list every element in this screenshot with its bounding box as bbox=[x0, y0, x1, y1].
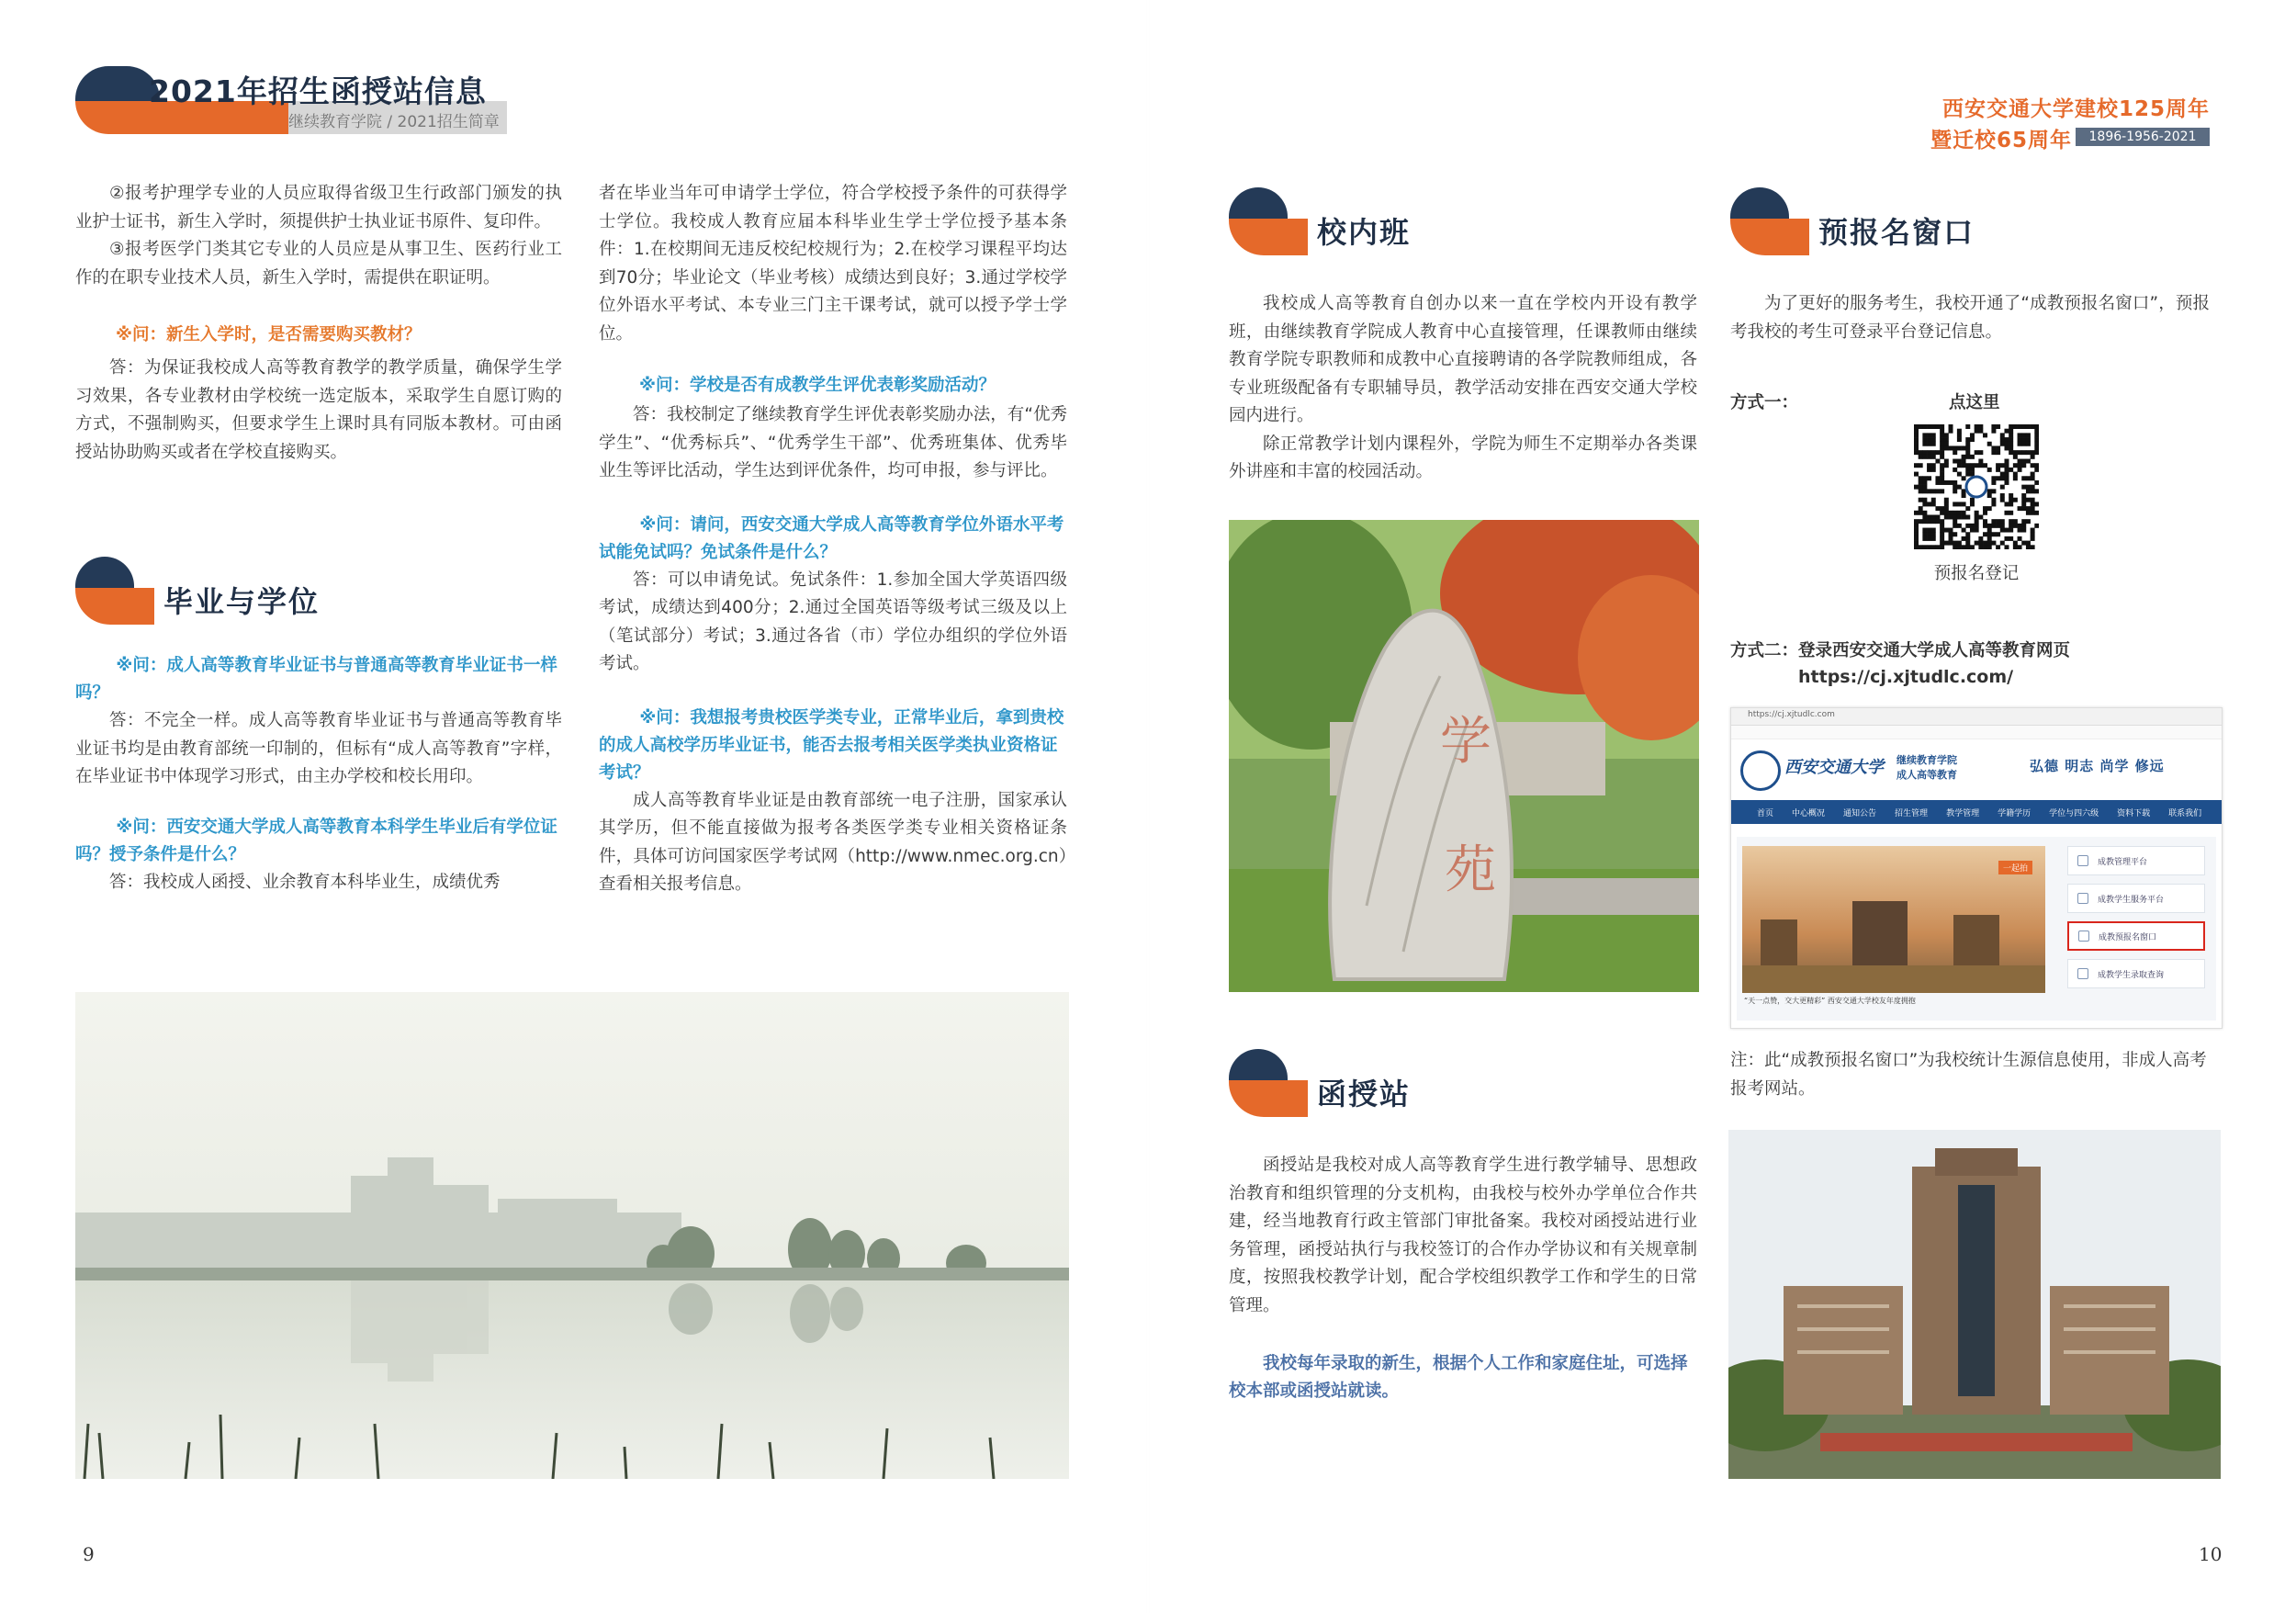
library-tower-graphic bbox=[1728, 1130, 2221, 1479]
menu-item-icon bbox=[2077, 855, 2088, 866]
browser-url: https://cj.xjtudlc.com bbox=[1748, 710, 1835, 719]
method1-label: 方式一： bbox=[1730, 393, 1799, 412]
answer-award: 答：我校制定了继续教育学生评优表彰奖励办法，有“优秀学生”、“优秀标兵”、“优秀学生干部”、优秀班集体、优秀毕业生等评比活动，学生达到评优条件，均可申报，参与评比。 bbox=[599, 405, 1067, 480]
paragraph: ②报考护理学专业的人员应取得省级卫生行政部门颁发的执业护士证书，新生入学时，须提供护士执业证书原件、复印件。 bbox=[75, 184, 562, 231]
answer-degree: 答：我校成人函授、业余教育本科毕业生，成绩优秀 bbox=[109, 872, 501, 892]
section-title: 预报名窗口 bbox=[1818, 215, 1975, 250]
anniversary-years: 1896-1956-2021 bbox=[2076, 128, 2210, 146]
menu-item-icon bbox=[2077, 968, 2088, 979]
site-nav-item[interactable]: 招生管理 bbox=[1895, 808, 1929, 818]
site-nav-bar bbox=[1731, 800, 2222, 824]
anniversary-line2: 暨迁校65周年 bbox=[1930, 129, 2072, 152]
click-here-label: 点这里 bbox=[1949, 393, 2000, 412]
site-nav-item[interactable]: 学位与四六级 bbox=[2049, 808, 2099, 818]
menu-item-icon bbox=[2077, 893, 2088, 904]
method2-label: 方式二：登录西安交通大学成人高等教育网页 bbox=[1730, 641, 2071, 660]
section-orange-shape bbox=[1229, 1080, 1308, 1117]
section-title: 毕业与学位 bbox=[163, 584, 321, 619]
svg-text:学: 学 bbox=[1440, 712, 1491, 772]
page-number: 9 bbox=[83, 1543, 95, 1565]
section-navy-shape bbox=[1229, 1049, 1288, 1080]
campus-stone-photo bbox=[1229, 520, 1699, 992]
site-nav-item[interactable]: 学籍学历 bbox=[1998, 808, 2032, 818]
left-column-1-lower bbox=[75, 652, 562, 897]
question-textbook: ※问：新生入学时，是否需要购买教材？ bbox=[116, 325, 422, 344]
page-subtitle: 继续教育学院 / 2021招生简章 bbox=[288, 113, 500, 131]
question-award: ※问：学校是否有成教学生评优表彰奖励活动？ bbox=[639, 376, 996, 395]
page-title: 2021年招生函授站信息 bbox=[149, 73, 487, 109]
intro-text bbox=[75, 180, 562, 292]
site-banner-image bbox=[1742, 846, 2045, 993]
question-medical: ※问：我想报考贵校医学类专业，正常毕业后，拿到贵校的成人高校学历毕业证书，能否去报考相关医学类执业资格证考试？ bbox=[599, 707, 1064, 783]
qr-caption: 预报名登记 bbox=[1933, 564, 2020, 583]
banner-campus-graphic bbox=[1742, 846, 2045, 993]
lake-photo-graphic bbox=[75, 992, 1069, 1479]
menu-item-label: 成教预报名窗口 bbox=[2099, 932, 2157, 942]
section-navy-shape bbox=[75, 557, 134, 588]
anniversary-line1: 西安交通大学建校125周年 bbox=[1941, 97, 2210, 121]
section-navy-shape bbox=[1229, 187, 1288, 219]
menu-item-label: 成教管理平台 bbox=[2098, 857, 2148, 867]
campus-stone-graphic bbox=[1229, 520, 1699, 992]
website-screenshot bbox=[1730, 707, 2223, 1029]
site-nav-item[interactable]: 教学管理 bbox=[1946, 808, 1980, 818]
prereg-text: 为了更好的服务考生，我校开通了“成教预报名窗口”，预报考我校的考生可登录平台登记信息。 bbox=[1730, 294, 2210, 342]
left-page bbox=[0, 0, 1146, 1613]
left-column-2 bbox=[599, 180, 1067, 899]
browser-address-bar bbox=[1731, 708, 2222, 726]
banner-tag: 一起拍 bbox=[1998, 861, 2032, 874]
site-nav-item[interactable]: 联系我们 bbox=[2168, 808, 2202, 818]
browser-bookmarks-bar bbox=[1731, 726, 2222, 739]
site-logo-text: 西安交通大学 bbox=[1784, 758, 1884, 777]
section-orange-shape bbox=[1730, 219, 1809, 255]
answer-cert: 答：不完全一样。成人高等教育毕业证书与普通高等教育毕业证书均是由教育部统一印制的，但标有“成人高等教育”字样，在毕业证书中体现学习形式，由主办学校和校长用印。 bbox=[75, 711, 562, 786]
site-side-menu-item[interactable] bbox=[2067, 846, 2205, 875]
header-navy-shape bbox=[75, 66, 160, 101]
site-side-menu-item[interactable] bbox=[2067, 884, 2205, 913]
site-nav-item[interactable]: 资料下载 bbox=[2117, 808, 2151, 818]
question-exempt: ※问：请问，西安交通大学成人高等教育学位外语水平考试能免试吗？免试条件是什么？ bbox=[599, 514, 1064, 562]
site-header bbox=[1731, 739, 2222, 800]
menu-item-label: 成教学生录取查询 bbox=[2098, 970, 2165, 980]
question-degree: ※问：西安交通大学成人高等教育本科学生毕业后有学位证吗？授予条件是什么？ bbox=[75, 817, 557, 864]
site-content bbox=[1737, 837, 2216, 1021]
site-dept-1: 继续教育学院 bbox=[1896, 754, 1957, 766]
prereg-note: 注：此“成教预报名窗口”为我校统计生源信息使用，非成人高考报考网站。 bbox=[1730, 1051, 2207, 1099]
method2-url[interactable]: https://cj.xjtudlc.com/ bbox=[1798, 667, 2014, 687]
qr-center-logo-icon bbox=[1966, 477, 1986, 497]
banner-caption: “天一点赞，交大更精彩” 西安交通大学校友年度拥抱 bbox=[1744, 997, 1916, 1005]
section-title: 校内班 bbox=[1317, 215, 1412, 250]
section-orange-shape bbox=[1229, 219, 1308, 255]
site-side-menu bbox=[2067, 846, 2205, 997]
right-page bbox=[1150, 0, 2296, 1613]
site-motto: 弘德 明志 尚学 修远 bbox=[2030, 758, 2165, 774]
anniversary-badge bbox=[1866, 96, 2210, 151]
site-nav-item[interactable]: 中心概况 bbox=[1792, 808, 1826, 818]
station-text: 函授站是我校对成人高等教育学生进行教学辅导、思想政治教育和组织管理的分支机构，由我校与校外办学单位合作共建，经当地教育行政主管部门审批备案。我校对函授站进行业务管理，函授站执行与我校签订的合作办学协议和有关规章制度，按照我校教学计划，配合学校组织教学工作和学生的日常管理。 bbox=[1229, 1156, 1697, 1315]
site-nav-item[interactable]: 通知公告 bbox=[1843, 808, 1877, 818]
svg-text:苑: 苑 bbox=[1445, 840, 1496, 900]
question-cert: ※问：成人高等教育毕业证书与普通高等教育毕业证书一样吗？ bbox=[75, 656, 557, 703]
menu-item-icon bbox=[2078, 931, 2089, 942]
university-seal-icon bbox=[1740, 750, 1781, 791]
paragraph: ③报考医学门类其它专业的人员应是从事卫生、医药行业工作的在职专业技术人员，新生入学时，需提供在职证明。 bbox=[75, 240, 562, 288]
oncampus-text: 我校成人高等教育自创办以来一直在学校内开设有教学班，由继续教育学院成人教育中心直接管理，任课教师由继续教育学院专职教师和成教中心直接聘请的各学院教师组成，各专业班级配备有专职辅导员，教学活动安排在西安交通大学校园内进行。 除正常教学计划内课程外，学院为师生不定期举办各类课外讲座和丰富的校园活动。 bbox=[1229, 294, 1697, 481]
qr-code[interactable] bbox=[1914, 424, 2039, 549]
menu-item-label: 成教学生服务平台 bbox=[2098, 895, 2165, 905]
lake-photo bbox=[75, 992, 1069, 1479]
degree-continued: 者在毕业当年可申请学士学位，符合学校授予条件的可获得学士学位。我校成人教育应届本科毕业生学士学位授予基本条件：1.在校期间无违反校纪校规行为；2.在校学习课程平均达到70分；毕业论文（毕业考核）成绩达到良好；3.通过学校学位外语水平考试、本专业三门主干课考试，就可以授予学士学位。 bbox=[599, 184, 1067, 344]
site-side-menu-item[interactable] bbox=[2067, 959, 2205, 988]
site-dept-2: 成人高等教育 bbox=[1896, 769, 1957, 781]
answer-exempt: 答：可以申请免试。免试条件：1.参加全国大学英语四级考试，成绩达到400分；2.通过全国英语等级考试三级及以上（笔试部分）考试；3.通过各省（市）学位办组织的学位外语考试。 bbox=[599, 570, 1067, 673]
section-navy-shape bbox=[1730, 187, 1789, 219]
answer-medical: 成人高等教育毕业证是由教育部统一电子注册，国家承认其学历，但不能直接做为报考各类医学类专业相关资格证条件，具体可访问国家医学考试网（http://www.nmec.org.cn）查看相关报考信息。 bbox=[599, 790, 1067, 894]
site-side-menu-item[interactable] bbox=[2067, 921, 2205, 951]
station-note: 我校每年录取的新生，根据个人工作和家庭住址，可选择校本部或函授站就读。 bbox=[1229, 1354, 1688, 1401]
answer-textbook: 答：为保证我校成人高等教育教学的教学质量，确保学生学习效果，各专业教材由学校统一选定版本，采取学生自愿订购的方式，不强制购买，但要求学生上课时具有同版本教材。可由函授站协助购买或者在学校直接购买。 bbox=[75, 358, 562, 462]
left-column-1 bbox=[75, 180, 562, 467]
qr-code-graphic bbox=[1914, 424, 2039, 549]
library-tower-photo bbox=[1728, 1130, 2221, 1479]
page-number: 10 bbox=[2199, 1543, 2223, 1565]
site-nav-item[interactable]: 首页 bbox=[1757, 808, 1774, 818]
section-orange-shape bbox=[75, 588, 154, 625]
section-title: 函授站 bbox=[1317, 1077, 1412, 1111]
page-header bbox=[75, 66, 507, 134]
